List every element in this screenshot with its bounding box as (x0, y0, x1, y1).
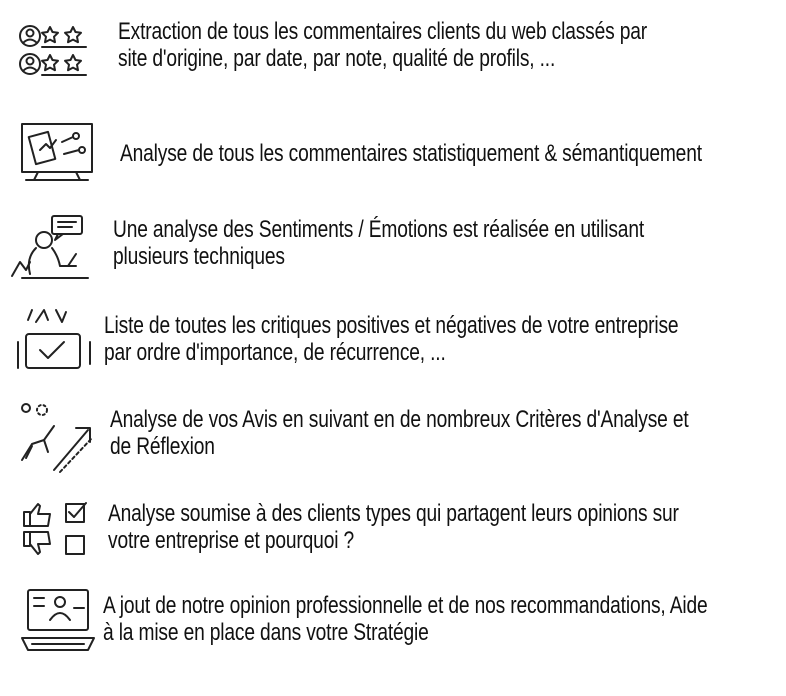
item-text (118, 18, 647, 72)
list-item (0, 114, 786, 184)
list-item (0, 580, 786, 660)
item-line: A jout de notre opinion professionnelle et de nos recommandations, Aide (103, 592, 708, 619)
item-text (113, 216, 644, 270)
whiteboard-presentation-icon (18, 120, 98, 184)
thumbs-up-down-checkbox-icon (20, 498, 96, 560)
laptop-consultant-icon (18, 586, 100, 656)
item-line: Une analyse des Sentiments / Émotions est réalisée en utilisant (113, 216, 645, 243)
list-item (0, 210, 786, 285)
list-item (0, 400, 786, 480)
item-line: Analyse de vos Avis en suivant en de nombreux Critères d'Analyse et (110, 406, 689, 433)
item-text (108, 500, 679, 554)
item-line: Analyse soumise à des clients types qui partagent leurs opinions sur (108, 500, 679, 527)
item-line: Analyse de tous les commentaires statistiquement & sémantiquement (120, 140, 702, 167)
item-line: plusieurs techniques (113, 243, 285, 270)
item-text (104, 312, 678, 366)
item-line: Liste de toutes les critiques positives et négatives de votre entreprise (104, 312, 679, 339)
item-line: à la mise en place dans votre Stratégie (103, 619, 429, 646)
list-item (0, 14, 786, 84)
item-line: par ordre d'importance, de récurrence, ... (104, 339, 446, 366)
item-text (110, 406, 689, 460)
list-item (0, 494, 786, 564)
item-line: de Réflexion (110, 433, 215, 460)
item-line: Extraction de tous les commentaires clients du web classés par (118, 18, 647, 45)
item-text (103, 592, 708, 646)
checklist-clipboard-icon (12, 304, 98, 376)
item-line: site d'origine, par date, par note, qualité de profils, ... (118, 45, 556, 72)
list-item (0, 300, 786, 380)
item-line: votre entreprise et pourquoi ? (108, 527, 355, 554)
profile-stars-rating-icon (18, 22, 104, 78)
person-chat-thinking-icon (8, 212, 100, 282)
item-text (120, 140, 702, 167)
growth-arrow-person-icon (14, 400, 100, 476)
